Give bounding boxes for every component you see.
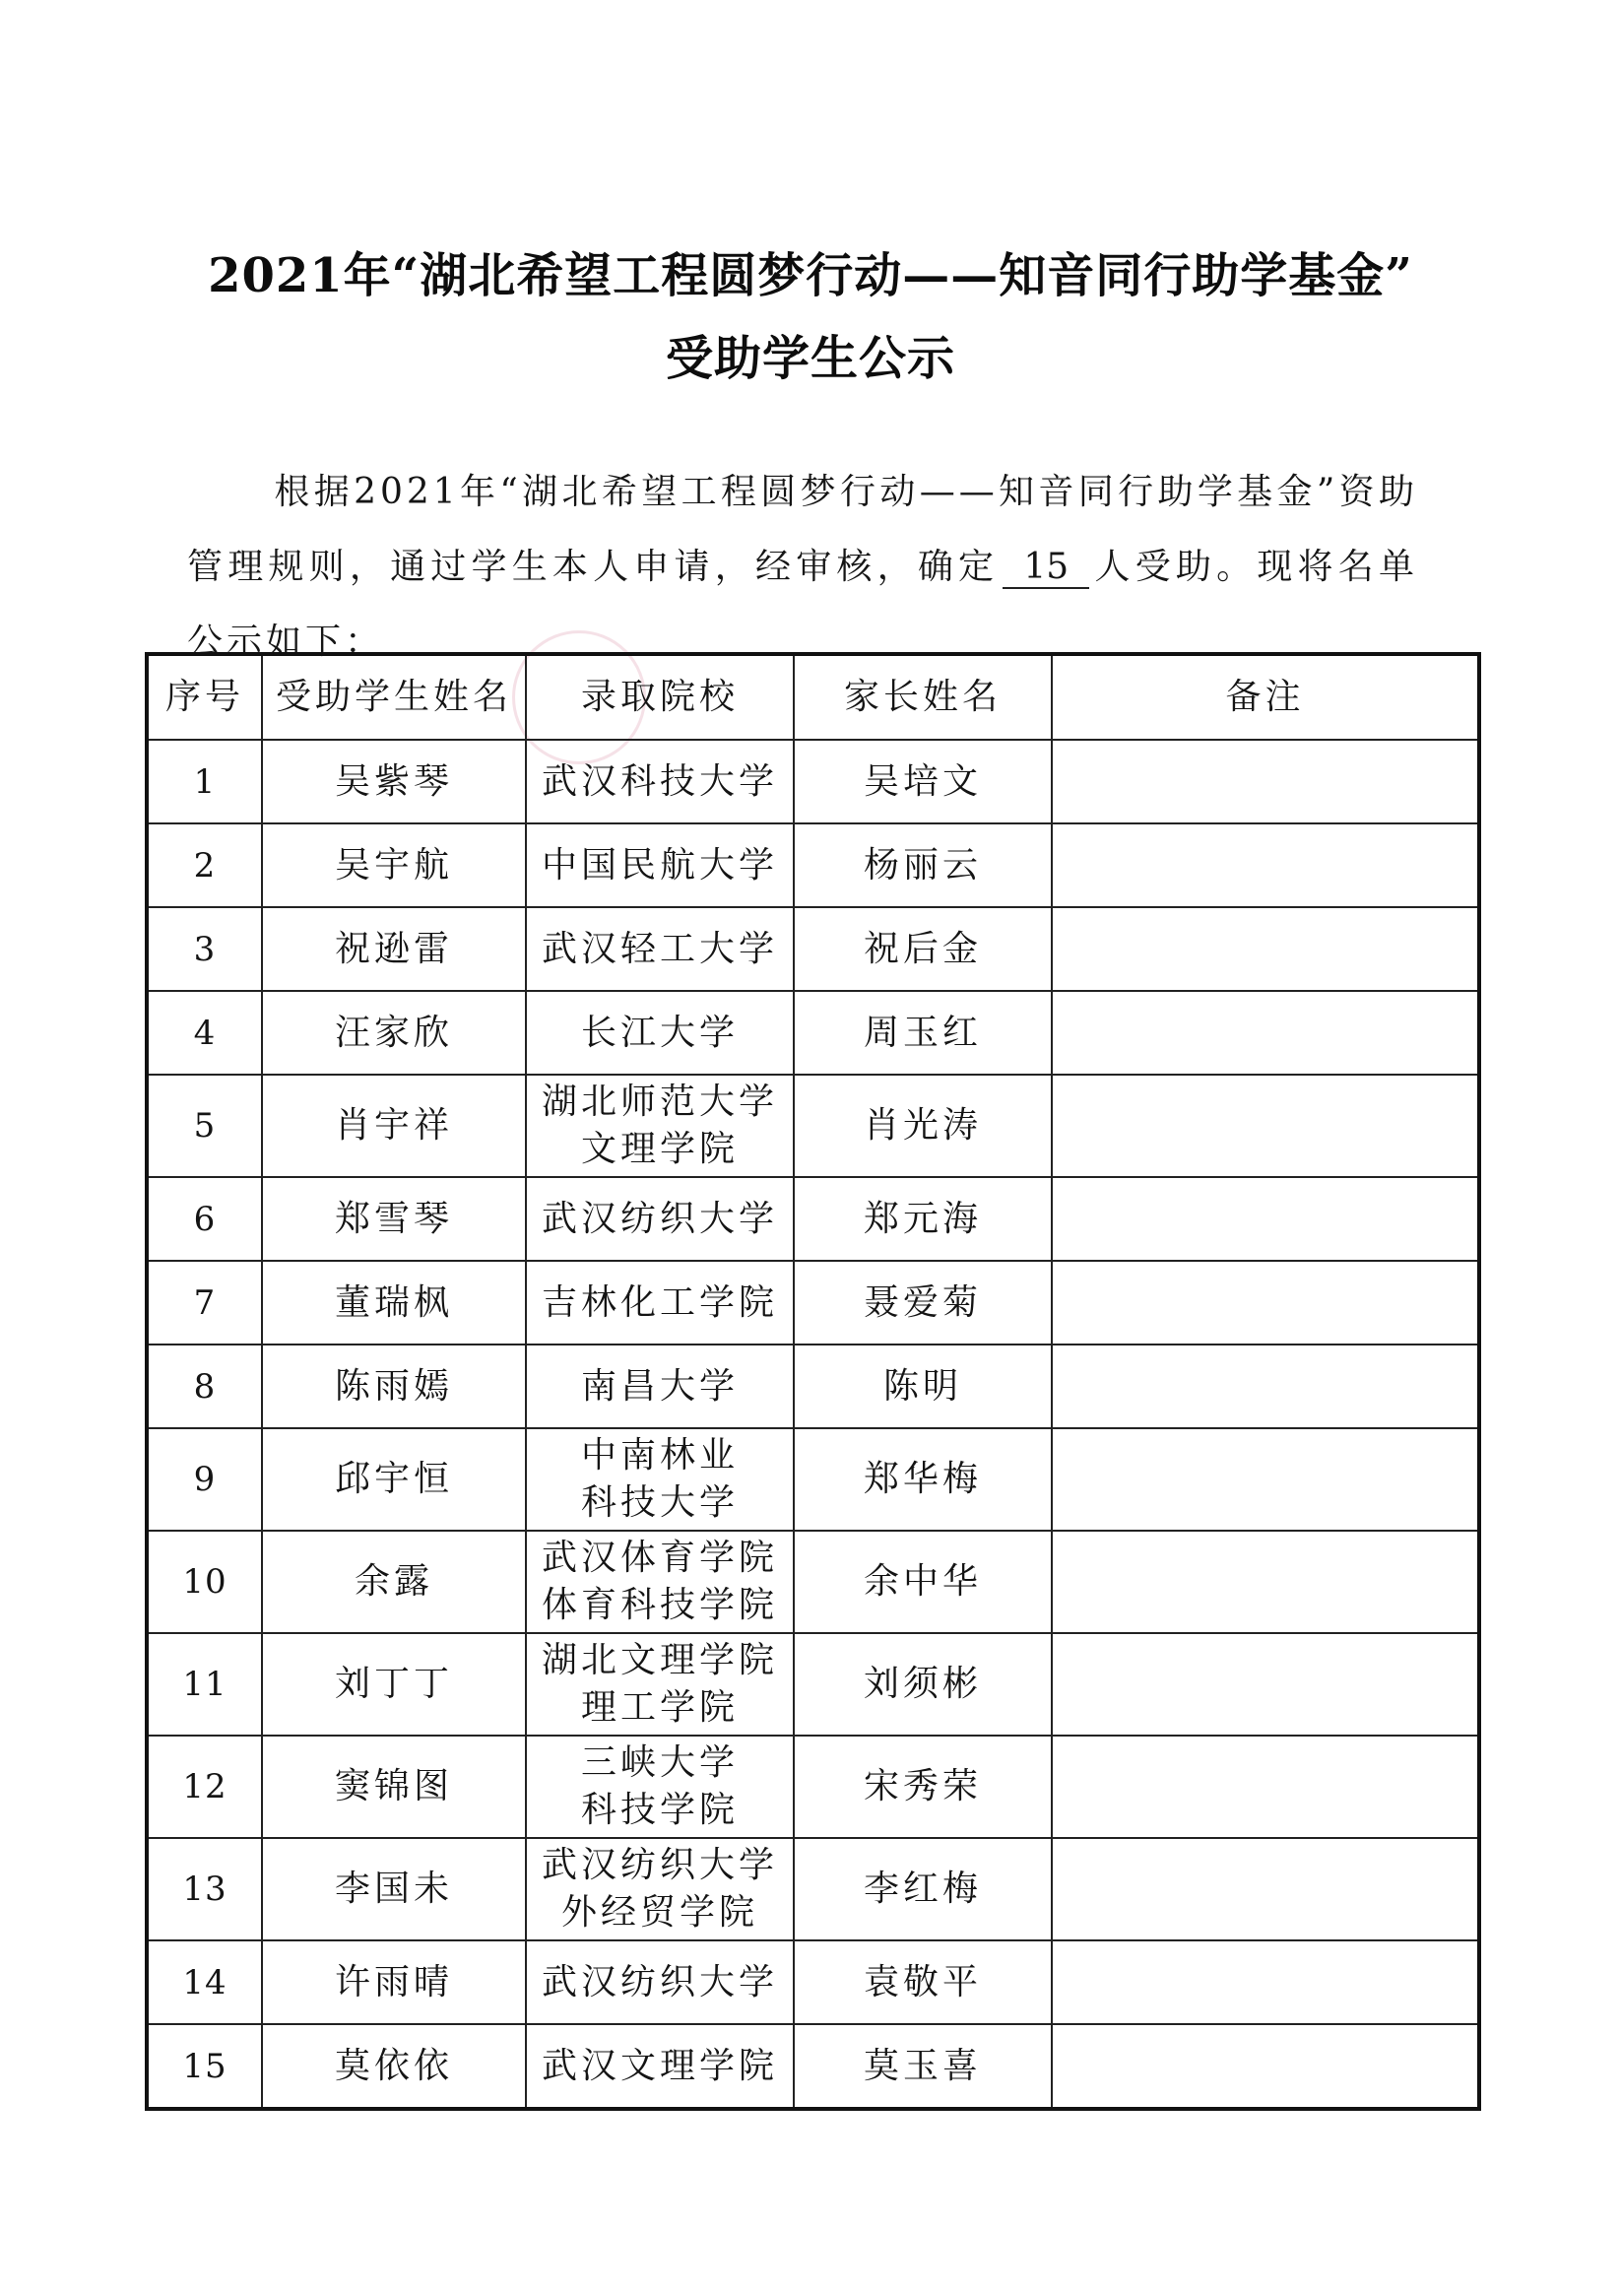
cell-index-text: 9 [193, 1460, 217, 1499]
cell-school-text: 科技大学 [580, 1482, 739, 1523]
table-row [147, 907, 1479, 991]
table-row [147, 823, 1479, 907]
cell-index-text: 2 [193, 845, 217, 886]
cell-parent-name [794, 1838, 1052, 1940]
intro-text-part1: 根据2021年“湖北希望工程圆梦行动——知音同行助学基金”资助管理规则，通过学生本人申请，经审核，确定 [187, 472, 1418, 587]
cell-parent-name-text: 宋秀荣 [863, 1766, 982, 1806]
cell-index [147, 991, 262, 1075]
cell-parent-name [794, 1177, 1052, 1261]
cell-school [526, 1428, 794, 1531]
cell-parent-name-text: 吴培文 [863, 760, 982, 802]
cell-parent-name-text: 聂爱菊 [863, 1281, 982, 1323]
cell-student-name-text: 窦锦图 [334, 1766, 453, 1806]
cell-school-text: 武汉文理学院 [541, 2045, 778, 2086]
cell-remark [1052, 907, 1479, 991]
cell-student-name-text: 吴宇航 [334, 844, 453, 886]
cell-parent-name [794, 2024, 1052, 2109]
cell-school-text: 理工学院 [580, 1687, 739, 1728]
cell-school-text: 武汉轻工大学 [541, 928, 778, 969]
header-remark: 备注 [1052, 654, 1479, 740]
cell-parent-name-text: 祝后金 [863, 928, 982, 969]
cell-student-name-text: 汪家欣 [334, 1012, 453, 1053]
title-line-1: 2021年“湖北希望工程圆梦行动——知音同行助学基金” [208, 248, 1413, 303]
cell-student-name-text: 刘丁丁 [334, 1664, 453, 1704]
cell-parent-name-text: 肖光涛 [863, 1105, 982, 1146]
cell-student-name-text: 董瑞枫 [334, 1281, 453, 1323]
cell-school-text: 武汉纺织大学 [541, 1845, 778, 1885]
cell-parent-name [794, 1940, 1052, 2024]
cell-index [147, 1075, 262, 1177]
cell-school-text: 武汉体育学院 [541, 1538, 778, 1578]
cell-student-name-text: 陈雨嫣 [334, 1365, 453, 1407]
cell-student-name-text: 莫依依 [334, 2045, 453, 2086]
cell-remark [1052, 740, 1479, 823]
cell-index [147, 1345, 262, 1428]
header-parent-name: 家长姓名 [794, 654, 1052, 740]
cell-student-name [262, 1075, 526, 1177]
cell-parent-name-text: 袁敬平 [863, 1961, 982, 2002]
cell-index-text: 11 [182, 1665, 227, 1704]
cell-school [526, 1177, 794, 1261]
cell-remark [1052, 823, 1479, 907]
cell-remark [1052, 1177, 1479, 1261]
cell-index [147, 1838, 262, 1940]
cell-index-text: 12 [182, 1767, 227, 1806]
cell-school-text: 外经贸学院 [560, 1892, 758, 1933]
cell-remark [1052, 1428, 1479, 1531]
table-row [147, 1428, 1479, 1531]
cell-school [526, 823, 794, 907]
cell-student-name [262, 1177, 526, 1261]
cell-student-name [262, 1838, 526, 1940]
cell-index-text: 8 [193, 1366, 217, 1407]
cell-index-text: 13 [182, 1870, 227, 1909]
cell-school [526, 1736, 794, 1838]
recipient-table [145, 652, 1481, 2111]
cell-remark [1052, 1261, 1479, 1345]
cell-parent-name [794, 1075, 1052, 1177]
cell-remark [1052, 1838, 1479, 1940]
cell-index [147, 1261, 262, 1345]
cell-school [526, 740, 794, 823]
cell-student-name [262, 740, 526, 823]
cell-school [526, 1261, 794, 1345]
cell-remark [1052, 1345, 1479, 1428]
cell-student-name [262, 907, 526, 991]
cell-school-text: 中国民航大学 [541, 844, 778, 886]
cell-student-name [262, 1633, 526, 1736]
recipient-count: 15 [1003, 548, 1089, 589]
cell-index-text: 14 [182, 1962, 227, 2002]
table-row [147, 991, 1479, 1075]
table-row [147, 1075, 1479, 1177]
cell-student-name-text: 许雨晴 [334, 1961, 453, 2002]
cell-student-name [262, 1531, 526, 1633]
cell-index [147, 2024, 262, 2109]
table-row [147, 1940, 1479, 2024]
table-row [147, 1531, 1479, 1633]
cell-remark [1052, 1736, 1479, 1838]
cell-index [147, 1428, 262, 1531]
cell-index [147, 1633, 262, 1736]
table-row [147, 1345, 1479, 1428]
cell-remark [1052, 1075, 1479, 1177]
cell-parent-name [794, 1531, 1052, 1633]
table-row [147, 1736, 1479, 1838]
table-row [147, 2024, 1479, 2109]
cell-student-name [262, 1345, 526, 1428]
cell-index [147, 1736, 262, 1838]
intro-paragraph [187, 455, 1418, 680]
cell-school [526, 1940, 794, 2024]
page-title [0, 234, 1621, 400]
cell-parent-name [794, 991, 1052, 1075]
cell-student-name-text: 吴紫琴 [334, 760, 453, 802]
cell-parent-name [794, 823, 1052, 907]
cell-student-name-text: 邱宇恒 [334, 1459, 453, 1499]
cell-remark [1052, 2024, 1479, 2109]
cell-school [526, 991, 794, 1075]
cell-school [526, 1531, 794, 1633]
title-line-2: 受助学生公示 [665, 331, 955, 386]
cell-index [147, 907, 262, 991]
cell-index-text: 4 [193, 1013, 217, 1053]
cell-index-text: 7 [193, 1282, 217, 1323]
cell-school-text: 武汉科技大学 [541, 760, 778, 802]
table-body [147, 740, 1479, 2109]
cell-parent-name [794, 1736, 1052, 1838]
cell-index [147, 1531, 262, 1633]
cell-index-text: 15 [182, 2046, 227, 2086]
cell-index-text: 1 [193, 761, 217, 802]
cell-index-text: 3 [193, 929, 217, 969]
cell-index-text: 6 [193, 1199, 217, 1239]
cell-index-text: 10 [182, 1562, 227, 1602]
cell-parent-name-text: 郑华梅 [863, 1459, 982, 1499]
cell-school-text: 武汉纺织大学 [541, 1198, 778, 1239]
cell-parent-name-text: 李红梅 [863, 1869, 982, 1909]
cell-school [526, 1838, 794, 1940]
table-row [147, 1838, 1479, 1940]
cell-parent-name-text: 刘须彬 [863, 1664, 982, 1704]
header-student-name: 受助学生姓名 [262, 654, 526, 740]
cell-remark [1052, 991, 1479, 1075]
cell-school-text: 吉林化工学院 [541, 1281, 778, 1323]
cell-school [526, 2024, 794, 2109]
cell-school-text: 体育科技学院 [541, 1585, 778, 1625]
cell-school-text: 南昌大学 [580, 1365, 739, 1407]
cell-parent-name [794, 1633, 1052, 1736]
cell-student-name [262, 1261, 526, 1345]
cell-index-text: 5 [193, 1106, 217, 1146]
cell-parent-name [794, 740, 1052, 823]
cell-school-text: 湖北师范大学 [541, 1082, 778, 1122]
cell-parent-name-text: 陈明 [882, 1365, 962, 1407]
table-row [147, 740, 1479, 823]
cell-school-text: 文理学院 [580, 1129, 739, 1169]
cell-school [526, 1075, 794, 1177]
header-index: 序号 [147, 654, 262, 740]
cell-index [147, 740, 262, 823]
cell-parent-name-text: 莫玉喜 [863, 2045, 982, 2086]
cell-index [147, 1177, 262, 1261]
cell-parent-name-text: 余中华 [863, 1561, 982, 1602]
cell-remark [1052, 1531, 1479, 1633]
cell-parent-name-text: 周玉红 [863, 1012, 982, 1053]
header-school: 录取院校 [526, 654, 794, 740]
cell-school-text: 湖北文理学院 [541, 1640, 778, 1680]
cell-student-name-text: 郑雪琴 [334, 1198, 453, 1239]
cell-index [147, 823, 262, 907]
cell-school-text: 长江大学 [580, 1012, 739, 1053]
cell-school-text: 三峡大学 [580, 1742, 739, 1783]
cell-school [526, 907, 794, 991]
cell-school-text: 科技学院 [580, 1790, 739, 1830]
cell-remark [1052, 1940, 1479, 2024]
table-row [147, 1177, 1479, 1261]
cell-remark [1052, 1633, 1479, 1736]
cell-student-name [262, 1428, 526, 1531]
cell-student-name [262, 1736, 526, 1838]
table-row [147, 1261, 1479, 1345]
intro-text-part2: 人受助。现将名单公示如下： [187, 547, 1418, 662]
cell-student-name-text: 祝逊雷 [334, 928, 453, 969]
cell-school [526, 1633, 794, 1736]
cell-parent-name [794, 1345, 1052, 1428]
table-row [147, 1633, 1479, 1736]
cell-student-name [262, 1940, 526, 2024]
cell-student-name [262, 991, 526, 1075]
cell-parent-name [794, 1428, 1052, 1531]
cell-student-name [262, 2024, 526, 2109]
cell-parent-name-text: 郑元海 [863, 1198, 982, 1239]
cell-school-text: 中南林业 [580, 1435, 739, 1476]
cell-index [147, 1940, 262, 2024]
cell-student-name-text: 肖宇祥 [334, 1105, 453, 1146]
cell-student-name-text: 余露 [354, 1561, 433, 1602]
cell-parent-name-text: 杨丽云 [863, 844, 982, 886]
cell-parent-name [794, 907, 1052, 991]
cell-parent-name [794, 1261, 1052, 1345]
cell-student-name [262, 823, 526, 907]
cell-school [526, 1345, 794, 1428]
cell-school-text: 武汉纺织大学 [541, 1961, 778, 2002]
table-header-row [147, 654, 1479, 740]
cell-student-name-text: 李国未 [334, 1869, 453, 1909]
